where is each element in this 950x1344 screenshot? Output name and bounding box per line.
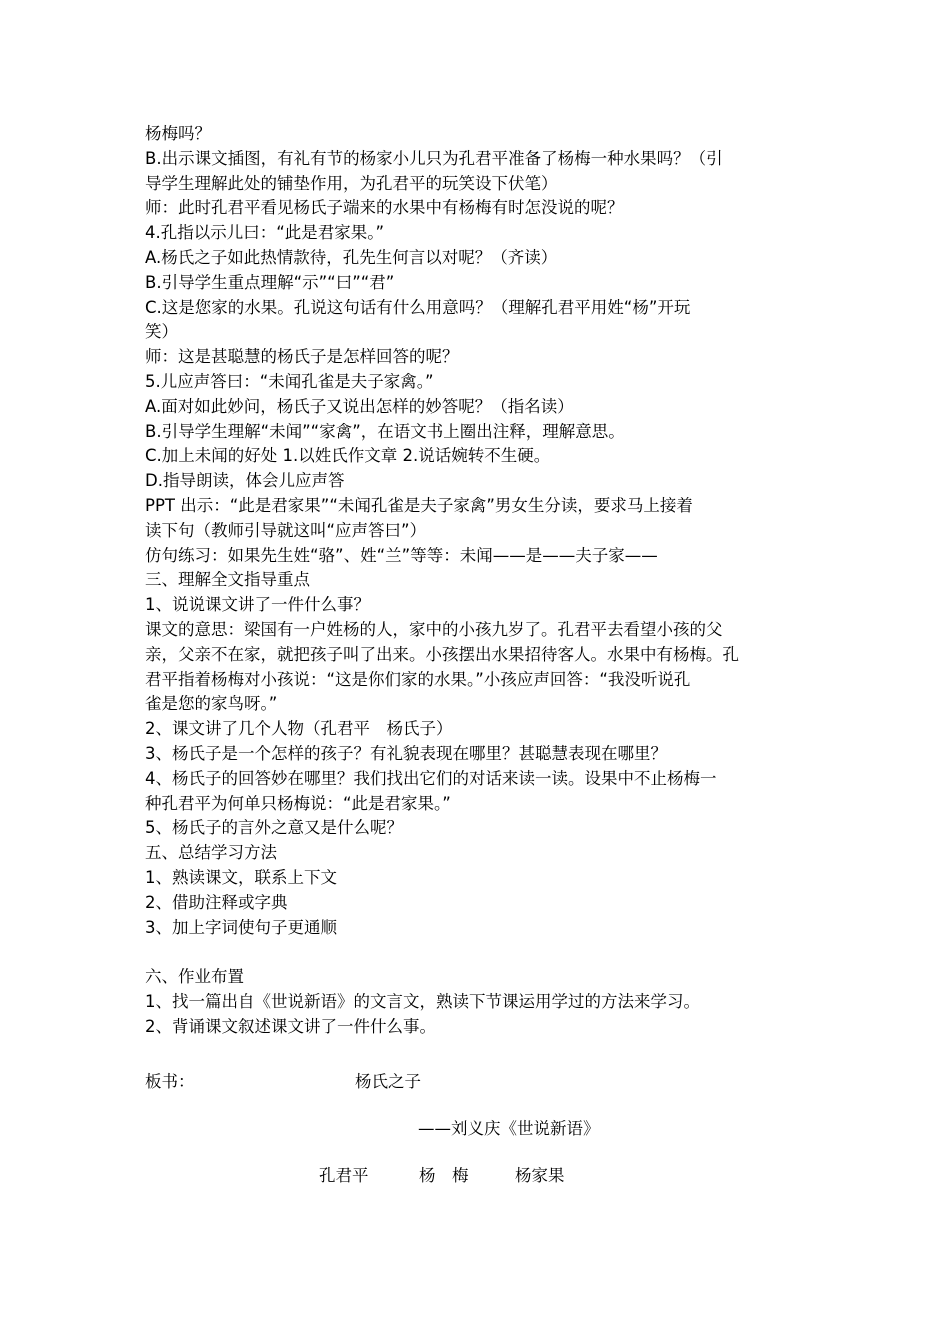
text-line: B.出示课文插图，有礼有节的杨家小儿只为孔君平准备了杨梅一种水果吗？（引 [145, 148, 723, 168]
text-line: 仿句练习：如果先生姓“骆”、姓“兰”等等：未闻——是——夫子家—— [145, 545, 658, 565]
text-line: 5.儿应声答曰：“未闻孔雀是夫子家禽。” [145, 371, 434, 391]
text-line: 1、熟读课文，联系上下文 [145, 867, 337, 887]
text-line: C.这是您家的水果。孔说这句话有什么用意吗？（理解孔君平用姓“杨”开玩 [145, 297, 691, 317]
text-line: 课文的意思：梁国有一户姓杨的人，家中的小孩九岁了。孔君平去看望小孩的父 [145, 619, 723, 639]
text-line: 六、作业布置 [145, 967, 244, 987]
text-line [145, 940, 810, 965]
text-line: 种孔君平为何单只杨梅说：“此是君家果。” [145, 793, 451, 813]
text-line: 3、杨氏子是一个怎样的孩子？有礼貌表现在哪里？甚聪慧表现在哪里？ [145, 743, 667, 763]
board-label: 板书： [145, 1072, 195, 1091]
text-line: 2、背诵课文叙述课文讲了一件什么事。 [145, 1016, 436, 1036]
text-line: 3、加上字词使句子更通顺 [145, 917, 337, 937]
text-line: 笑） [145, 322, 178, 342]
board-item-yangjiaguo: 杨家果 [515, 1166, 565, 1185]
text-line: 4、杨氏子的回答妙在哪里？我们找出它们的对话来读一读。设果中不止杨梅一 [145, 768, 717, 788]
board-item-yangmei: 杨 梅 [419, 1166, 469, 1185]
text-line: PPT 出示：“此是君家果”“未闻孔雀是夫子家禽”男女生分读，要求马上接着 [145, 495, 693, 515]
board-author: ——刘义庆《世说新语》 [418, 1119, 600, 1138]
text-line: 2、课文讲了几个人物（孔君平 杨氏子） [145, 719, 453, 739]
text-line: 读下句（教师引导就这叫“应声答曰”） [145, 520, 427, 540]
text-line: 雀是您的家鸟呀。” [145, 694, 278, 714]
text-line: 1、找一篇出自《世说新语》的文言文，熟读下节课运用学过的方法来学习。 [145, 991, 700, 1011]
text-line: A.杨氏之子如此热情款待，孔先生何言以对呢？（齐读） [145, 247, 558, 267]
text-line: 4.孔指以示儿曰：“此是君家果。” [145, 223, 385, 243]
text-line: 五、总结学习方法 [145, 843, 277, 863]
text-line: 师：这是甚聪慧的杨氏子是怎样回答的呢？ [145, 347, 459, 367]
text-line: 师：此时孔君平看见杨氏子端来的水果中有杨梅有时怎没说的呢？ [145, 198, 624, 218]
text-line: B.引导学生重点理解“示”“曰”“君” [145, 272, 395, 292]
text-line: 亲，父亲不在家，就把孩子叫了出来。小孩摆出水果招待客人。水果中有杨梅。孔 [145, 644, 739, 664]
board-item-kongjunping: 孔君平 [319, 1166, 369, 1185]
text-line: 1、说说课文讲了一件什么事？ [145, 595, 370, 615]
text-line: 杨梅吗？ [145, 124, 211, 143]
text-line: D.指导朗读，体会儿应声答 [145, 471, 345, 491]
document-body [145, 122, 810, 1039]
text-line: 导学生理解此处的铺垫作用，为孔君平的玩笑设下伏笔） [145, 173, 558, 193]
text-line: 5、杨氏子的言外之意又是什么呢？ [145, 818, 403, 838]
text-line: C.加上未闻的好处 1.以姓氏作文章 2.说话婉转不生硬。 [145, 446, 551, 466]
text-line: 三、理解全文指导重点 [145, 570, 310, 590]
text-line: 2、借助注释或字典 [145, 892, 288, 912]
text-line: A.面对如此妙问，杨氏子又说出怎样的妙答呢？（指名读） [145, 396, 574, 416]
text-line: 君平指着杨梅对小孩说：“这是你们家的水果。”小孩应声回答：“我没听说孔 [145, 669, 691, 689]
text-line: B.引导学生理解“未闻”“家禽”，在语文书上圈出注释，理解意思。 [145, 421, 625, 441]
board-title: 杨氏之子 [355, 1072, 421, 1091]
